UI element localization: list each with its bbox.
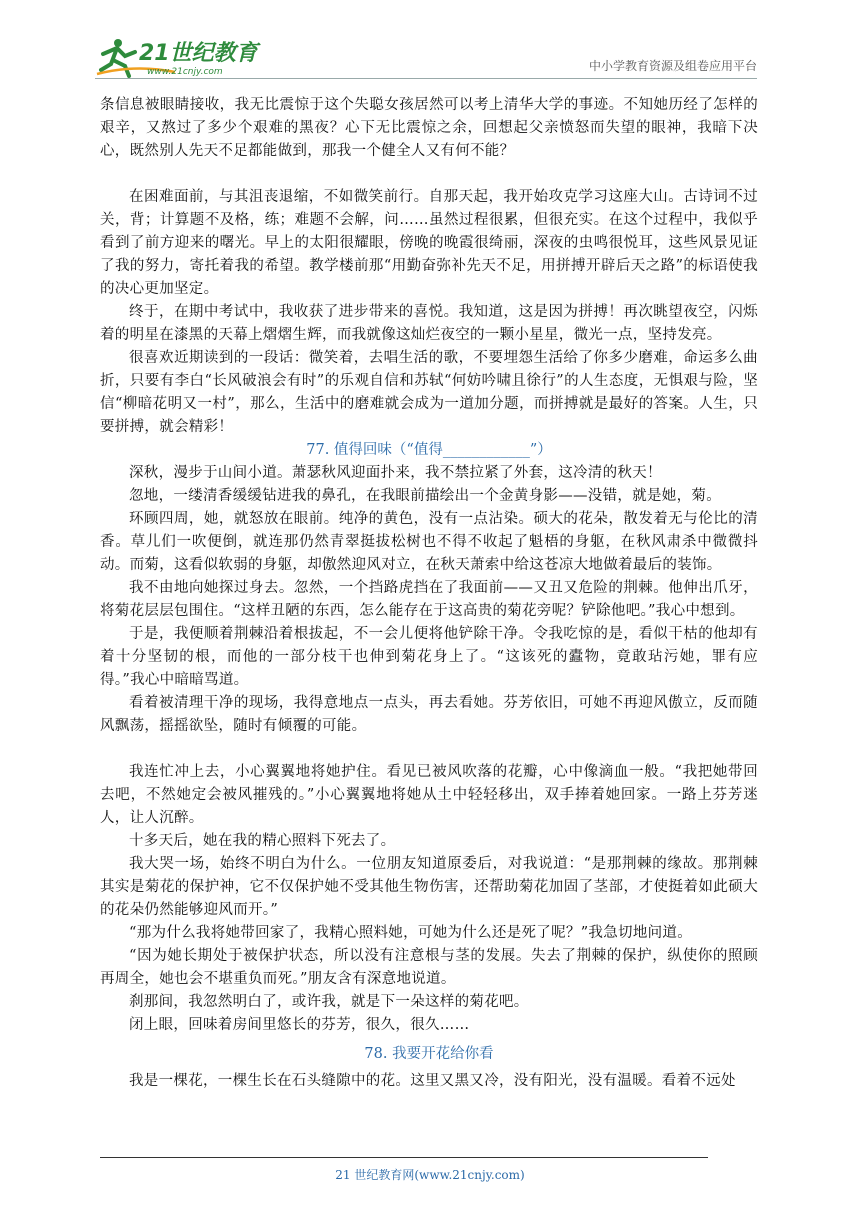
paragraph: 我大哭一场，始终不明白为什么。一位朋友知道原委后，对我说道：“是那荆棘的缘故。那荆棘其实是菊花的保护神，它不仅保护她不受其他生物伤害，还帮助菊花加固了茎部，才使挺着如此硕大的花朵仍然能够迎风而开。” bbox=[100, 856, 758, 918]
paragraph: 环顾四周，她，就怒放在眼前。纯净的黄色，没有一点沾染。硕大的花朵，散发着无与伦比的清香。草儿们一吹便倒，就连那仍然青翠挺拔松树也不得不收起了魁梧的身躯，在秋风肃杀中微微抖动。而菊，这看似软弱的身躯，却傲然迎风对立，在秋天萧索中给这苍凉大地做着最后的装饰。 bbox=[100, 511, 758, 573]
paragraph: 闭上眼，回味着房间里悠长的芬芳，很久，很久…… bbox=[129, 1017, 470, 1033]
paragraph: 忽地，一缕清香缓缓钻进我的鼻孔，在我眼前描绘出一个金黄身影——没错，就是她，菊。 bbox=[129, 488, 721, 504]
paragraph: 十多天后，她在我的精心照料下死去了。 bbox=[129, 833, 396, 849]
platform-name: 中小学教育资源及组卷应用平台 bbox=[588, 59, 757, 73]
paragraph: 条信息被眼睛接收，我无比震惊于这个失聪女孩居然可以考上清华大学的事迹。不知她历经了怎样的艰辛，又熬过了多少个艰难的黑夜？心下无比震惊之余，回想起父亲愤怒而失望的眼神，我暗下决心，既然别人先天不足都能做到，那我一个健全人又有何不能？ bbox=[100, 97, 758, 159]
paragraph: 我不由地向她探过身去。忽然，一个挡路虎挡在了我面前——又丑又危险的荆棘。他伸出爪牙，将菊花层层包围住。“这样丑陋的东西，怎么能存在于这高贵的菊花旁呢？铲除他吧。”我心中想到。 bbox=[100, 580, 758, 619]
essay-title-77: 77. 值得回味（“值得____________”） bbox=[306, 442, 552, 458]
header-divider bbox=[95, 78, 757, 79]
site-logo bbox=[95, 34, 265, 78]
paragraph: 我是一棵花，一棵生长在石头缝隙中的花。这里又黑又冷，没有阳光，没有温暖。看着不远处 bbox=[129, 1073, 736, 1089]
document-body bbox=[100, 94, 758, 1093]
paragraph: 很喜欢近期读到的一段话：微笑着，去唱生活的歌，不要埋怨生活给了你多少磨难，命运多么曲折，只要有李白“长风破浪会有时”的乐观自信和苏轼“何妨吟啸且徐行”的人生态度，无惧艰与险，坚信“柳暗花明又一村”，那么，生活中的磨难就会成为一道加分题，而拼搏就是最好的答案。人生，只要拼搏，就会精彩！ bbox=[100, 350, 758, 435]
paragraph: 深秋，漫步于山间小道。萧瑟秋风迎面扑来，我不禁拉紧了外套，这冷清的秋天！ bbox=[129, 465, 662, 481]
logo-text: 21世纪教育 bbox=[139, 41, 258, 66]
essay-title-78: 78. 我要开花给你看 bbox=[364, 1046, 494, 1062]
footer-divider bbox=[100, 1157, 708, 1158]
page-header bbox=[0, 0, 860, 82]
paragraph: 终于，在期中考试中，我收获了进步带来的喜悦。我知道，这是因为拼搏！再次眺望夜空，闪烁着的明星在漆黑的天幕上熠熠生辉，而我就像这灿烂夜空的一颗小星星，微光一点，坚持发亮。 bbox=[100, 304, 758, 343]
page-footer: 21 世纪教育网(www.21cnjy.com) bbox=[335, 1168, 525, 1182]
logo-url: www.21cnjy.com bbox=[147, 67, 223, 77]
paragraph: 我连忙冲上去，小心翼翼地将她护住。看见已被风吹落的花瓣，心中像滴血一般。“我把她带回去吧，不然她定会被风摧残的。”小心翼翼地将她从土中轻轻移出，双手捧着她回家。一路上芬芳迷人，让人沉醉。 bbox=[100, 764, 758, 826]
paragraph: 刹那间，我忽然明白了，或许我，就是下一朵这样的菊花吧。 bbox=[129, 994, 529, 1010]
paragraph: “因为她长期处于被保护状态，所以没有注意根与茎的发展。失去了荆棘的保护，纵使你的照顾再周全，她也会不堪重负而死。”朋友含有深意地说道。 bbox=[100, 948, 758, 987]
paragraph: 于是，我便顺着荆棘沿着根拔起，不一会儿便将他铲除干净。令我吃惊的是，看似干枯的他却有着十分坚韧的根，而他的一部分枝干也伸到菊花身上了。“这该死的蠹物，竟敢玷污她，罪有应得。”我心中暗暗骂道。 bbox=[100, 626, 758, 688]
paragraph: “那为什么我将她带回家了，我精心照料她，可她为什么还是死了呢？”我急切地问道。 bbox=[129, 925, 693, 941]
paragraph: 在困难面前，与其沮丧退缩，不如微笑前行。自那天起，我开始攻克学习这座大山。古诗词不过关，背；计算题不及格，练；难题不会解，问……虽然过程很累，但很充实。在这个过程中，我似乎看到了前方迎来的曙光。早上的太阳很耀眼，傍晚的晚霞很绮丽，深夜的虫鸣很悦耳，这些风景见证了我的努力，寄托着我的希望。教学楼前那“用勤奋弥补先天不足，用拼搏开辟后天之路”的标语使我的决心更加坚定。 bbox=[100, 189, 758, 297]
paragraph: 看着被清理干净的现场，我得意地点一点头，再去看她。芬芳依旧，可她不再迎风傲立，反而随风飘荡，摇摇欲坠，随时有倾覆的可能。 bbox=[100, 695, 758, 734]
